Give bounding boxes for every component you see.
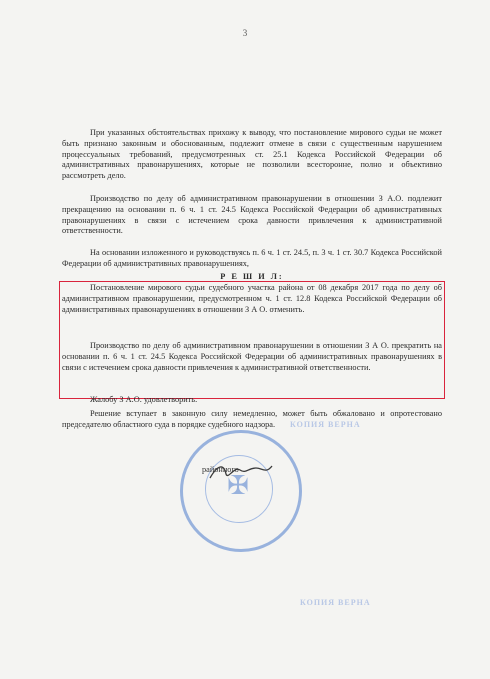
paragraph-revoke — [62, 283, 442, 315]
paragraph-7: Решение вступает в законную силу немедленно, может быть обжаловано и опротестовано председателю областного суда в порядке судебного надзора. — [62, 409, 442, 429]
paragraph-conclusion — [62, 128, 442, 182]
paragraph-4: Постановление мирового судьи судебного участка района от 08 декабря 2017 года по делу об административном правонарушении, предусмотренном ч. 1 ст. 12.8 Кодекса Российской Федерации об административных правонарушениях в отношении З А О. отменить. — [62, 283, 442, 314]
eagle-emblem-icon: ✠ — [227, 471, 249, 500]
paragraph-entry-force — [62, 409, 442, 431]
paragraph-1: При указанных обстоятельствах прихожу к выводу, что постановление мирового судьи не может быть признано законным и обоснованным, подлежит отмене в связи с существенным нарушением процессуальных требований, предусмотренных ст. 25.1 Кодекса Российской Федерации об административных правонарушениях, которые не позволили всесторонне, полно и объективно рассмотреть дело. — [62, 128, 442, 181]
paragraph-6: Жалобу З А.О. удовлетворить. — [90, 395, 198, 404]
decision-heading: Р Е Ш И Л: — [220, 272, 284, 281]
handwritten-signature — [206, 460, 276, 484]
page-number: 3 — [242, 28, 248, 38]
faint-stamp-text-1: КОПИЯ ВЕРНА — [290, 420, 361, 429]
paragraph-satisfy — [62, 395, 442, 406]
signature-label: районного — [202, 465, 239, 474]
paragraph-basis — [62, 248, 442, 270]
paragraph-2: Производство по делу об административном правонарушении в отношении З А.О. подлежит прекращению на основании п. 6 ч. 1 ст. 24.5 Кодекса Российской Федерации об административных правонарушениях в связи с истечением срока давности привлечения к административной ответственности. — [62, 194, 442, 236]
paragraph-3: На основании изложенного и руководствуясь п. 6 ч. 1 ст. 24.5, п. 3 ч. 1 ст. 30.7 Кодекса Российской Федерации об административных правонарушениях, — [62, 248, 442, 268]
paragraph-5: Производство по делу об административном правонарушении в отношении З А О. прекратить на основании п. 6 ч. 1 ст. 24.5 Кодекса Российской Федерации об административных правонарушениях в связи с истечением срока давности привлечения к административной ответственности. — [62, 341, 442, 372]
faint-stamp-text-2: КОПИЯ ВЕРНА — [300, 598, 371, 607]
paragraph-terminate — [62, 341, 442, 373]
paragraph-termination — [62, 194, 442, 237]
court-stamp — [180, 430, 302, 552]
